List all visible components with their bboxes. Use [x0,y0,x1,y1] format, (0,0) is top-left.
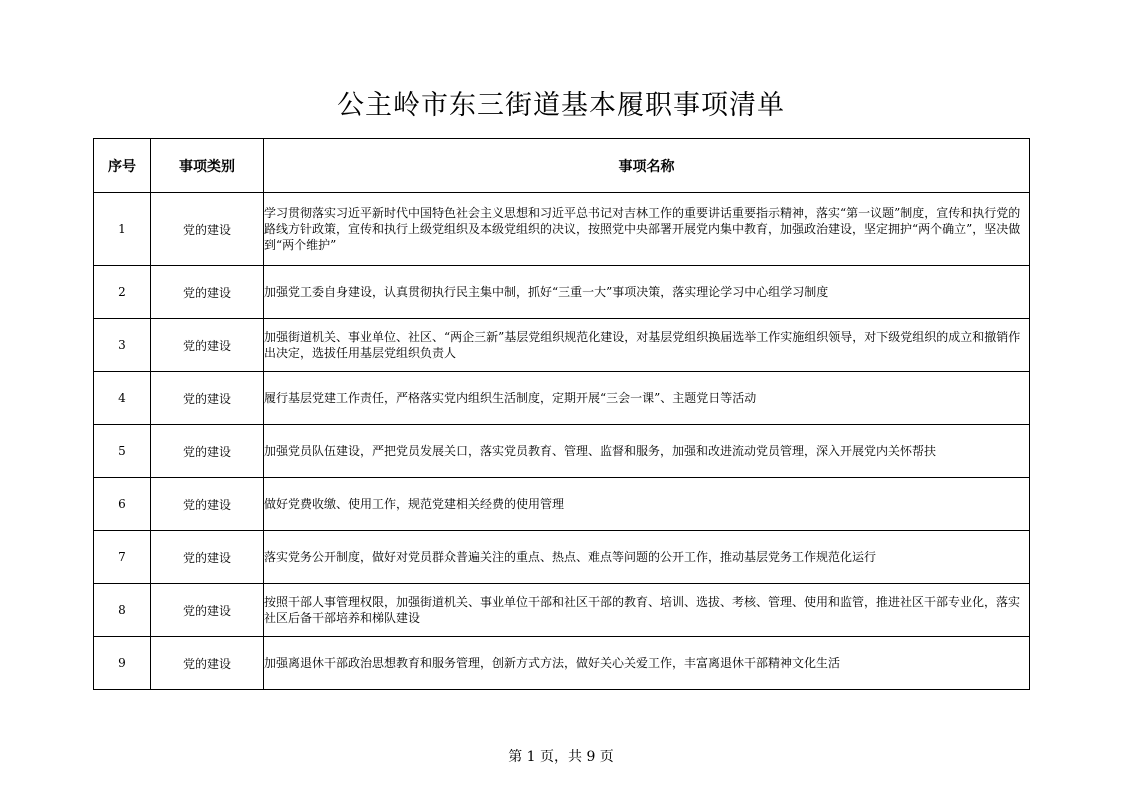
row-category: 党的建设 [151,584,264,637]
table-row [94,193,1030,266]
row-index: 1 [94,193,151,266]
duty-items-table [93,138,1030,690]
row-name: 按照干部人事管理权限，加强街道机关、事业单位干部和社区干部的教育、培训、选拔、考核、管理、使用和监管，推进社区干部专业化，落实社区后备干部培养和梯队建设 [264,584,1030,637]
row-name: 加强离退休干部政治思想教育和服务管理，创新方式方法，做好关心关爱工作，丰富离退休干部精神文化生活 [264,637,1030,690]
row-name: 加强党员队伍建设，严把党员发展关口，落实党员教育、管理、监督和服务，加强和改进流动党员管理，深入开展党内关怀帮扶 [264,425,1030,478]
row-name: 加强街道机关、事业单位、社区、“两企三新”基层党组织规范化建设，对基层党组织换届选举工作实施组织领导，对下级党组织的成立和撤销作出决定，选拔任用基层党组织负责人 [264,319,1030,372]
row-index: 2 [94,266,151,319]
row-index: 9 [94,637,151,690]
row-name: 落实党务公开制度，做好对党员群众普遍关注的重点、热点、难点等问题的公开工作，推动基层党务工作规范化运行 [264,531,1030,584]
table-header-row [94,139,1030,193]
table-row [94,584,1030,637]
row-category: 党的建设 [151,531,264,584]
row-name: 学习贯彻落实习近平新时代中国特色社会主义思想和习近平总书记对吉林工作的重要讲话重要指示精神，落实“第一议题”制度，宣传和执行党的路线方针政策，宣传和执行上级党组织及本级党组织的决议，按照党中央部署开展党内集中教育，加强政治建设，坚定拥护“两个确立”，坚决做到“两个维护” [264,193,1030,266]
row-name: 履行基层党建工作责任，严格落实党内组织生活制度，定期开展“三会一课”、主题党日等活动 [264,372,1030,425]
row-category: 党的建设 [151,425,264,478]
header-index: 序号 [94,139,151,193]
row-index: 4 [94,372,151,425]
table-row [94,478,1030,531]
row-index: 5 [94,425,151,478]
row-index: 6 [94,478,151,531]
row-category: 党的建设 [151,266,264,319]
row-index: 7 [94,531,151,584]
row-name: 做好党费收缴、使用工作，规范党建相关经费的使用管理 [264,478,1030,531]
row-index: 8 [94,584,151,637]
header-category: 事项类别 [151,139,264,193]
row-category: 党的建设 [151,319,264,372]
table-row [94,266,1030,319]
table-row [94,531,1030,584]
row-category: 党的建设 [151,193,264,266]
document-title: 公主岭市东三街道基本履职事项清单 [337,90,785,121]
table-row [94,425,1030,478]
row-index: 3 [94,319,151,372]
row-name: 加强党工委自身建设，认真贯彻执行民主集中制，抓好“三重一大”事项决策，落实理论学习中心组学习制度 [264,266,1030,319]
table-row [94,637,1030,690]
header-name: 事项名称 [264,139,1030,193]
table-row [94,319,1030,372]
table-row [94,372,1030,425]
page-number-footer: 第 1 页，共 9 页 [508,749,614,765]
row-category: 党的建设 [151,478,264,531]
row-category: 党的建设 [151,372,264,425]
row-category: 党的建设 [151,637,264,690]
